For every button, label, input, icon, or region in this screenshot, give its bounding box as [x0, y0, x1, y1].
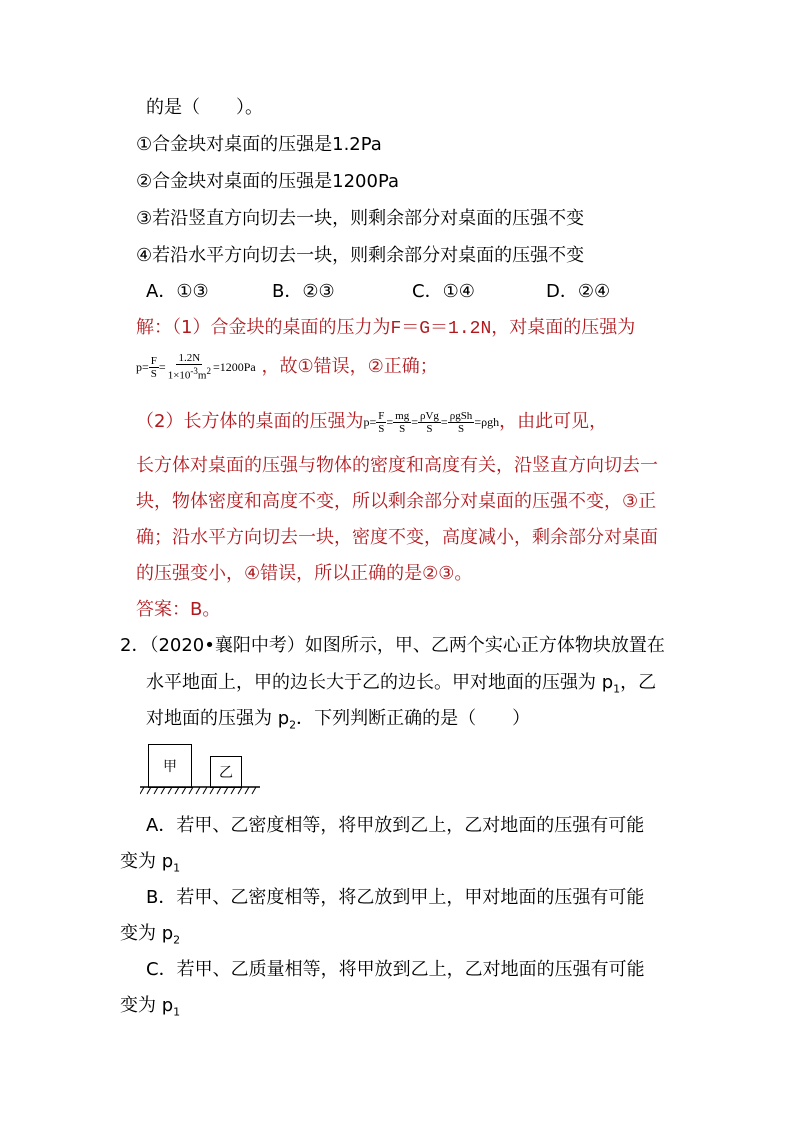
exponent: -3	[190, 366, 198, 377]
solution-line-1	[136, 316, 635, 341]
subscript: 1	[173, 861, 181, 875]
q2-text: 变为 p	[120, 995, 174, 1016]
solution-text: ，故①错误，②正确；	[261, 356, 438, 377]
q2-text: ，乙	[620, 672, 657, 693]
denominator: S	[426, 422, 433, 435]
q1-stem-tail: 的是（ ）。	[146, 97, 263, 118]
denominator: S	[457, 422, 465, 435]
q2-option-b: B．若甲、乙密度相等，将乙放到甲上，甲对地面的压强有可能	[146, 887, 645, 908]
q2-text: 水平地面上，甲的边长大于乙的边长。甲对地面的压强为 p	[146, 672, 614, 693]
pressure-formula	[136, 352, 261, 382]
q1-option-b: B．②③	[272, 281, 335, 302]
q1-statement-1: ①合金块对桌面的压强是1.2Pa	[136, 134, 382, 155]
solution-paragraph-line: 块，物体密度和高度不变，所以剩余部分对桌面的压强不变，③正	[136, 491, 657, 512]
solution-paragraph-line: 长方体对桌面的压强与物体的密度和高度有关，沿竖直方向切去一	[136, 455, 658, 476]
formula-text: =	[158, 360, 166, 374]
fraction	[448, 410, 475, 435]
q2-option-c: C．若甲、乙质量相等，将甲放到乙上，乙对地面的压强有可能	[146, 959, 645, 980]
formula-text: =	[386, 415, 394, 429]
block-label: 乙	[219, 765, 233, 781]
solution-text: ，由此可见，	[499, 411, 608, 432]
numerator: ρVg	[419, 409, 439, 422]
answer-line: 答案：B。	[136, 599, 221, 620]
formula-text: =1200Pa	[212, 360, 256, 374]
fraction	[418, 410, 441, 435]
denominator: S	[378, 422, 385, 435]
q2-text: 变为 p	[120, 923, 174, 944]
q1-statement-4: ④若沿水平方向切去一块，则剩余部分对桌面的压强不变	[136, 245, 585, 266]
numerator: ρgSh	[449, 409, 473, 422]
formula-text: 1×10	[167, 369, 191, 382]
numerator: F	[378, 409, 385, 422]
q2-stem-line-3	[146, 707, 530, 738]
fraction	[166, 352, 213, 382]
solution-text: （2）长方体的桌面的压强为	[136, 411, 364, 432]
solution-text: 解：（1）合金块的桌面的压力为	[136, 317, 391, 338]
subscript: 2	[289, 718, 297, 732]
blocks-figure	[140, 744, 260, 800]
fraction	[376, 410, 386, 435]
block-label: 甲	[163, 759, 177, 775]
q2-option-a-cont	[120, 850, 180, 881]
exponent: 2	[206, 366, 211, 377]
pressure-derivation	[363, 409, 500, 435]
denominator	[166, 365, 213, 382]
force-equation: F＝G＝1.2N	[390, 319, 492, 339]
q2-text: 对地面的压强为 p	[146, 708, 290, 729]
denominator: S	[150, 367, 157, 380]
numerator: F	[150, 354, 157, 367]
subscript: 2	[173, 933, 181, 947]
fraction	[393, 410, 411, 435]
ground-hatching	[140, 786, 260, 800]
q2-text: 变为 p	[120, 851, 174, 872]
numerator: mg	[395, 409, 410, 422]
q1-statement-3: ③若沿竖直方向切去一块，则剩余部分对桌面的压强不变	[136, 208, 585, 229]
solution-line-3	[136, 405, 607, 439]
q2-option-a: A．若甲、乙密度相等，将甲放到乙上，乙对地面的压强有可能	[146, 815, 645, 836]
formula-text: p=	[136, 360, 149, 374]
q2-stem-line-2	[146, 671, 656, 702]
subscript: 1	[613, 682, 621, 696]
formula-text: =	[411, 415, 418, 429]
block-jia	[148, 744, 192, 788]
q1-option-c: C．①④	[412, 281, 475, 302]
q2-stem-line-1: 2．（2020•襄阳中考）如图所示，甲、乙两个实心正方体物块放置在	[120, 635, 665, 656]
q2-text: ．下列判断正确的是（ ）	[296, 708, 531, 729]
block-yi	[210, 756, 242, 788]
solution-paragraph-line: 的压强变小，④错误，所以正确的是②③。	[136, 563, 473, 584]
subscript: 1	[173, 1005, 181, 1019]
formula-text: p=	[363, 415, 377, 429]
numerator: 1.2N	[178, 352, 201, 365]
formula-text: =ρgh	[474, 415, 500, 429]
solution-line-2	[136, 350, 438, 384]
solution-paragraph-line: 确；沿水平方向切去一块，密度不变，高度减小，剩余部分对桌面	[136, 527, 658, 548]
formula-text: m	[197, 369, 207, 382]
q2-option-c-cont	[120, 994, 180, 1025]
q2-option-b-cont	[120, 922, 180, 953]
denominator: S	[399, 422, 406, 435]
q1-option-a: A．①③	[146, 281, 209, 302]
q1-options	[146, 280, 626, 304]
solution-text: ，对桌面的压强为	[491, 317, 636, 338]
q1-option-d: D．②④	[546, 281, 611, 302]
formula-text: =	[440, 415, 448, 429]
q1-statement-2: ②合金块对桌面的压强是1200Pa	[136, 171, 400, 192]
fraction	[149, 355, 159, 380]
